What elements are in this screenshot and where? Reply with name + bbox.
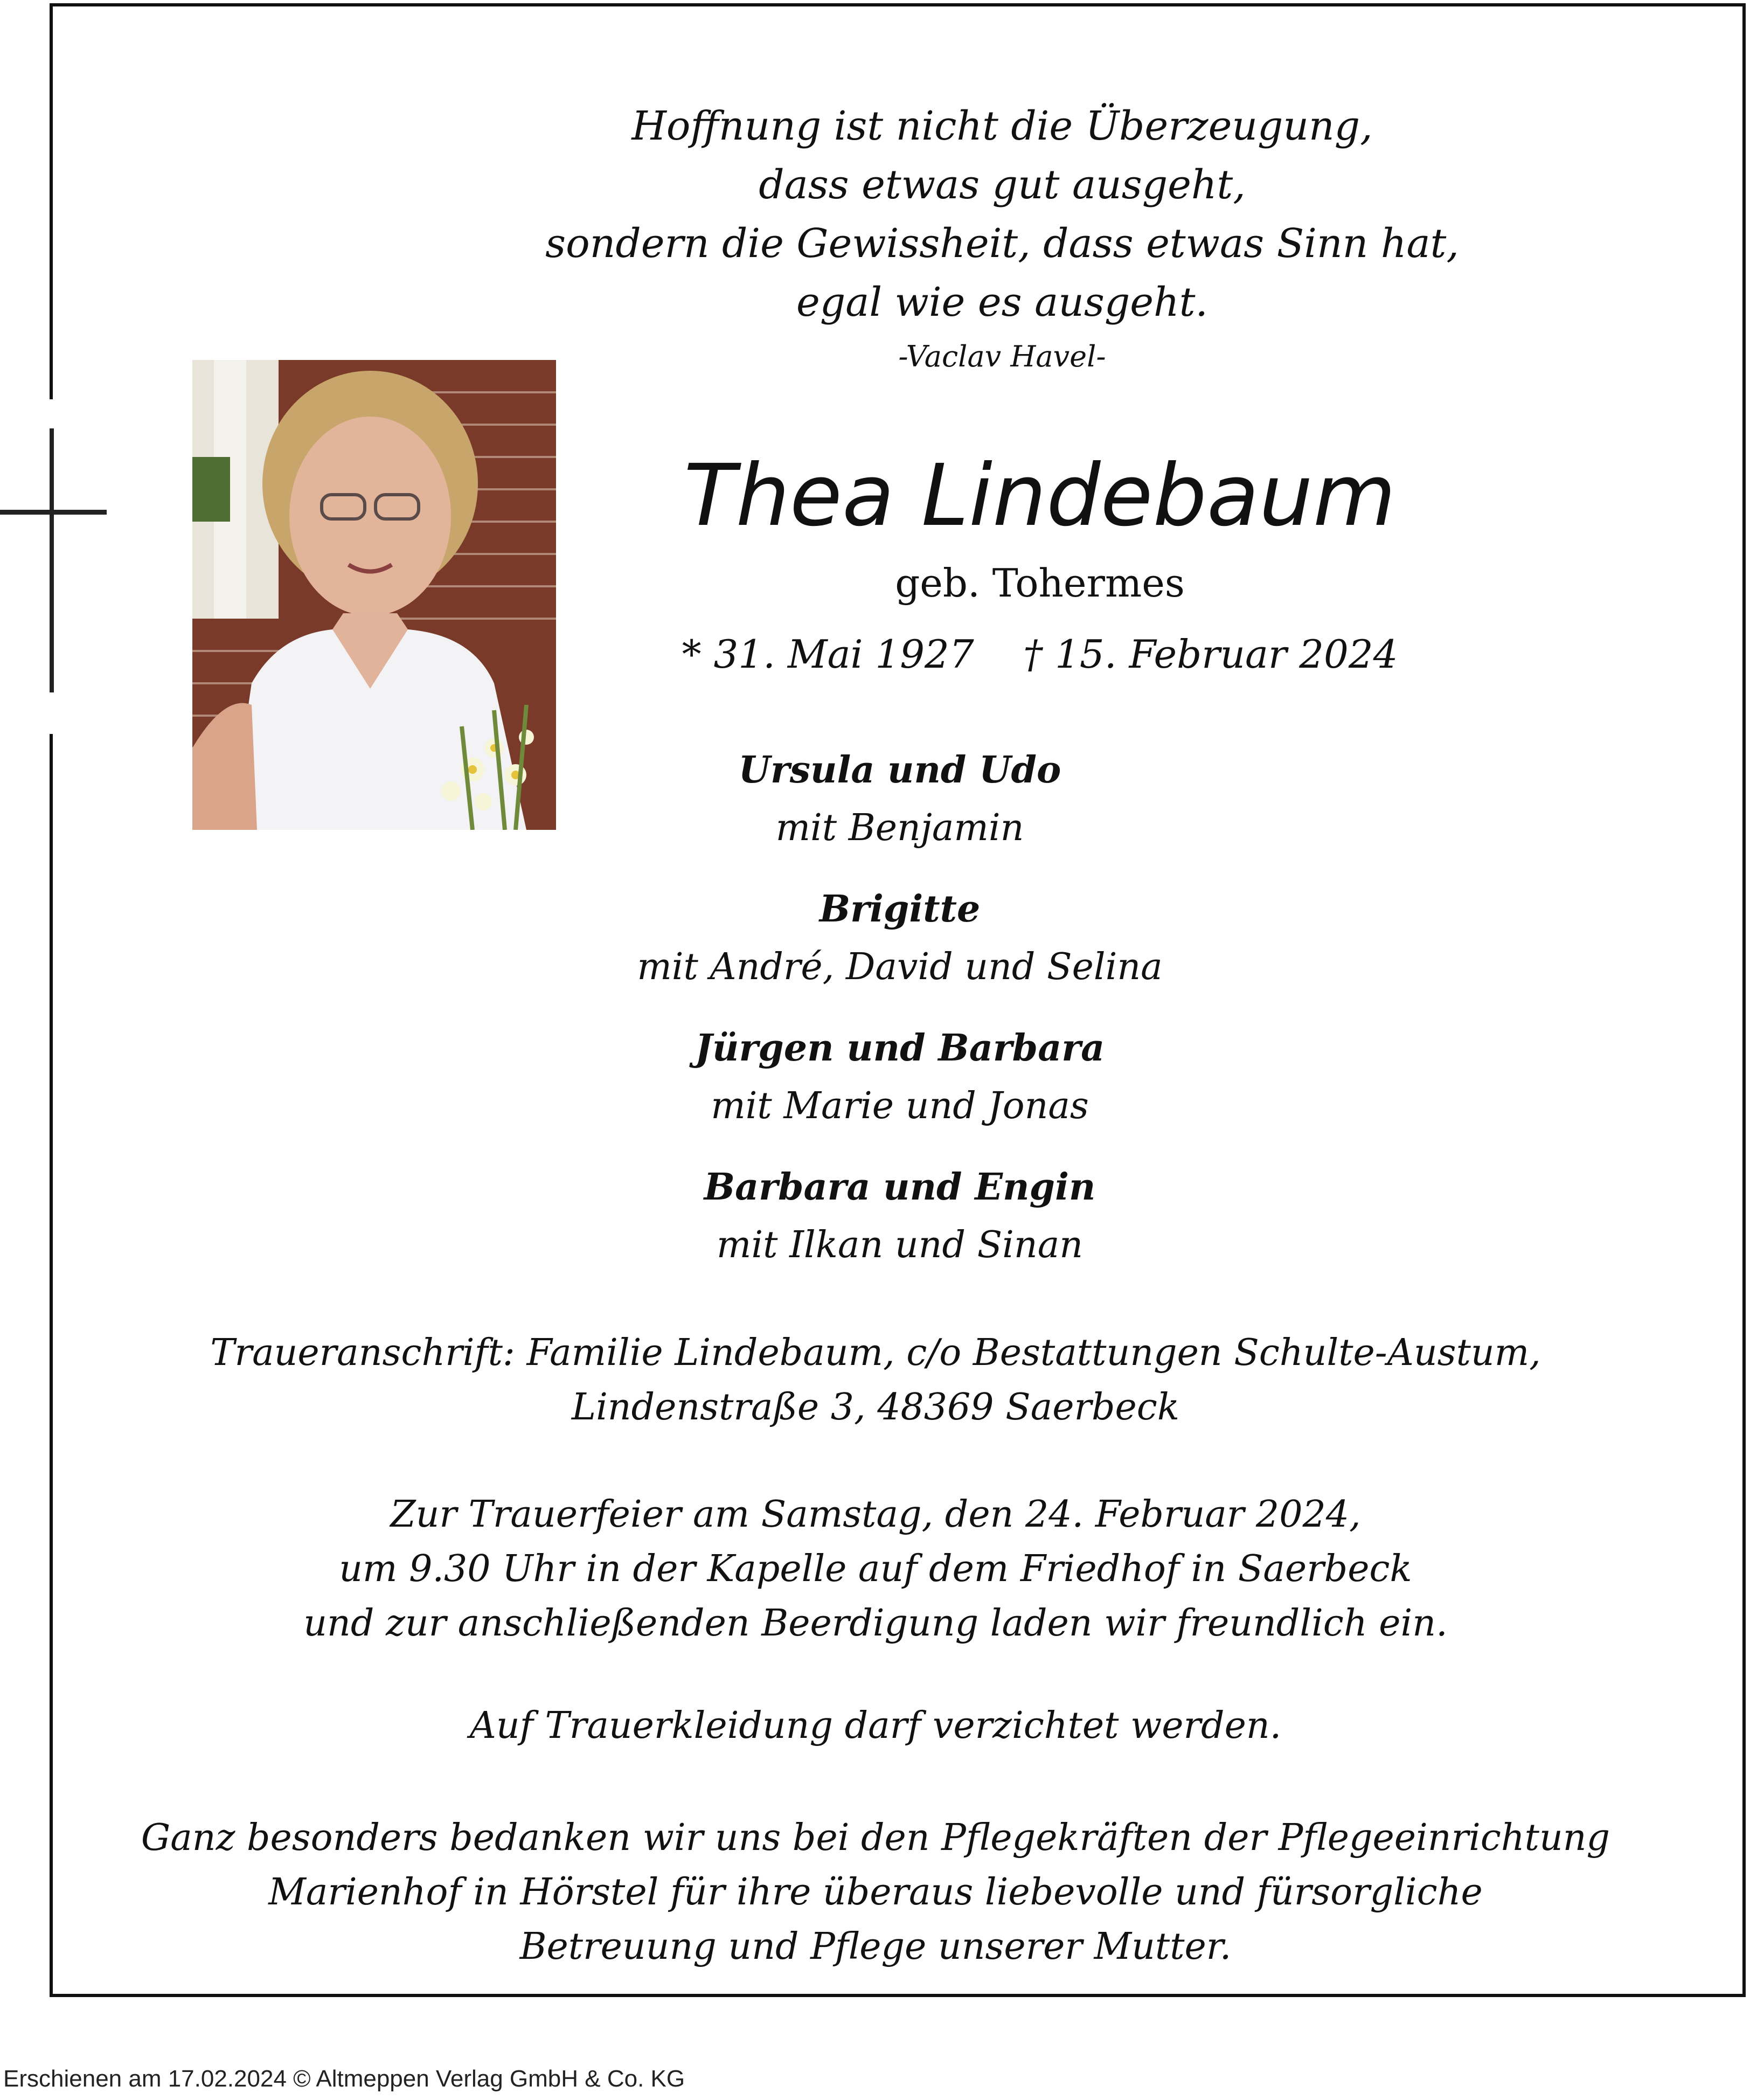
publication-footer: Erschienen am 17.02.2024 © Altmeppen Verlag GmbH & Co. KG (3, 2066, 685, 2092)
address-line: Traueranschrift: Familie Lindebaum, c/o Bestattungen Schulte-Austum, (210, 1332, 1541, 1374)
family-names: Brigitte (819, 888, 981, 931)
quote-author: -Vaclav Havel- (898, 339, 1106, 373)
life-dates: * 31. Mai 1927 † 15. Februar 2024 (682, 632, 1398, 677)
deceased-name: Thea Lindebaum (684, 446, 1396, 545)
ceremony-info (135, 1487, 1616, 1651)
family-with: mit Ilkan und Sinan (716, 1224, 1084, 1266)
family-names: Jürgen und Barbara (695, 1027, 1105, 1070)
quote-line: sondern die Gewissheit, dass etwas Sinn hat, (545, 220, 1459, 267)
quote-line: egal wie es ausgeht. (796, 279, 1208, 325)
family-names: Ursula und Udo (738, 748, 1061, 792)
quote-line: dass etwas gut ausgeht, (759, 162, 1246, 208)
thanks-line: Ganz besonders bedanken wir uns bei den Pflegekräften der Pflegeeinrichtung (141, 1817, 1610, 1859)
ceremony-line: Zur Trauerfeier am Samstag, den 24. Februar 2024, (390, 1493, 1361, 1536)
quote-line: Hoffnung ist nicht die Überzeugung, (631, 103, 1373, 149)
ceremony-line: und zur anschließenden Beerdigung laden wir freundlich ein. (303, 1602, 1448, 1645)
family-names: Barbara und Engin (704, 1166, 1096, 1209)
mourning-address (135, 1326, 1616, 1434)
family-with: mit André, David und Selina (637, 946, 1163, 988)
frame-left-edge-top (50, 3, 53, 399)
thanks-line: Marienhof in Hörstel für ihre überaus liebevolle und fürsorgliche (268, 1871, 1483, 1914)
thanks-note (81, 1811, 1670, 1974)
thanks-line: Betreuung und Pflege unserer Mutter. (519, 1925, 1232, 1968)
ceremony-line: um 9.30 Uhr in der Kapelle auf dem Friedhof in Saerbeck (339, 1548, 1412, 1590)
attire-note: Auf Trauerkleidung darf verzichtet werden. (469, 1704, 1282, 1747)
family-with: mit Benjamin (775, 807, 1024, 849)
family-list (539, 741, 1261, 1274)
portrait-photo (192, 360, 556, 830)
quote (485, 97, 1519, 332)
frame-left-edge-bottom (50, 734, 53, 1997)
family-with: mit Marie und Jonas (711, 1085, 1089, 1127)
maiden-name: geb. Tohermes (895, 560, 1185, 606)
address-line: Lindenstraße 3, 48369 Saerbeck (571, 1386, 1180, 1429)
